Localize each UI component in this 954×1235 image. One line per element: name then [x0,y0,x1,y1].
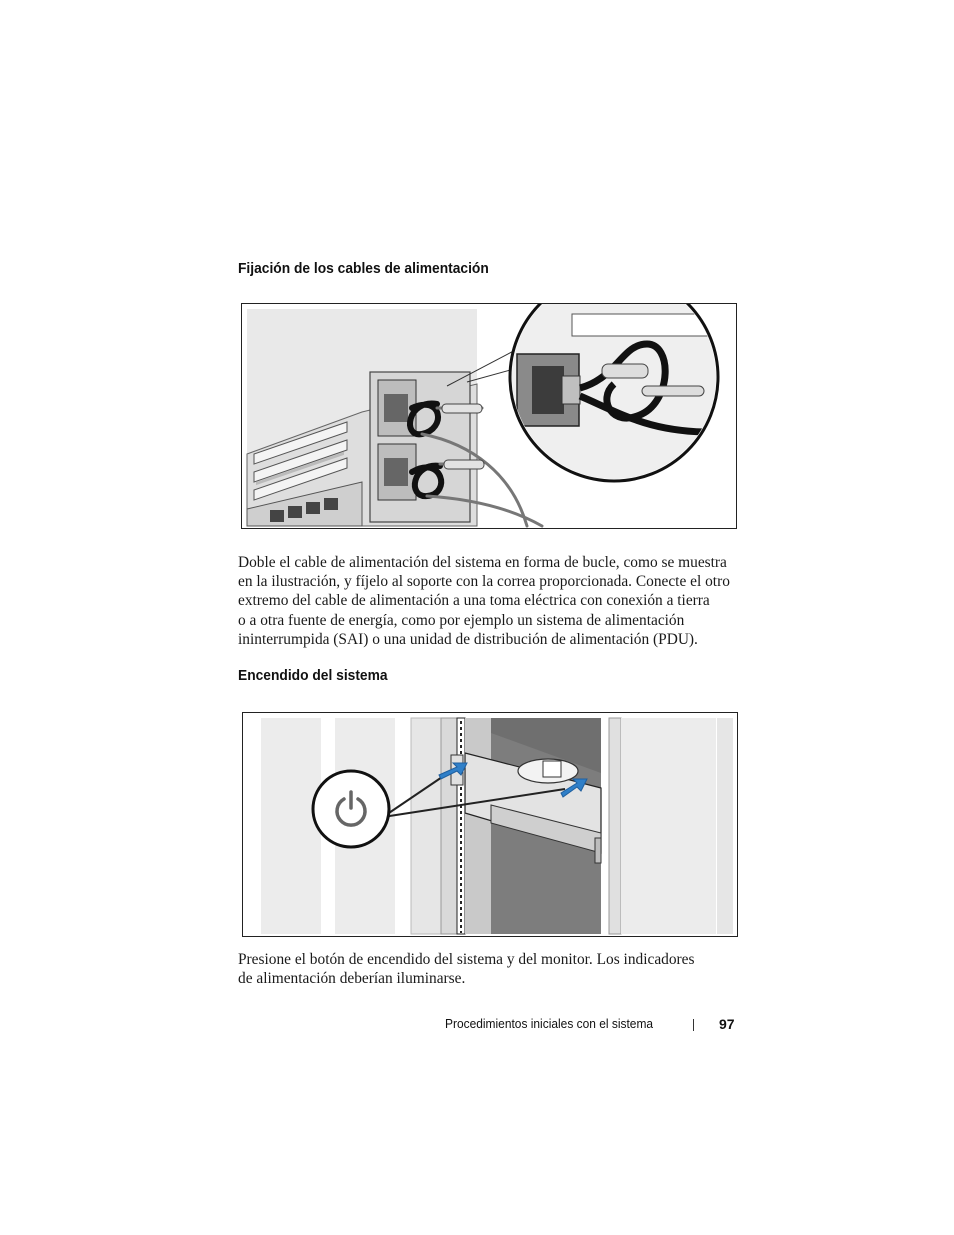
power-icon [331,789,371,829]
paragraph-power-cables [238,553,738,649]
text-line: ininterrumpida (SAI) o una unidad de distribución de alimentación (PDU). [238,630,698,648]
figure-power-cable-retention [241,303,737,529]
footer-page-number: 97 [719,1016,735,1032]
footer-separator [693,1019,694,1031]
footer-chapter-title: Procedimientos iniciales con el sistema [445,1016,654,1031]
illustration-rack-power-buttons [243,713,737,936]
text-line: extremo del cable de alimentación a una toma eléctrica con conexión a tierra [238,592,710,610]
text-line: Presione el botón de encendido del sistema y del monitor. Los indicadores [238,951,695,968]
figure-power-on-system [242,712,738,937]
paragraph-power-on [238,950,738,988]
text-line: Doble el cable de alimentación del sistema en forma de bucle, como se muestra [238,554,727,571]
text-line: de alimentación deberían iluminarse. [238,970,466,988]
section-heading-power-on: Encendido del sistema [238,667,388,684]
illustration-server-rear-power-cables [242,304,736,528]
text-line: en la ilustración, y fíjelo al soporte con la correa proporcionada. Conecte el otro [238,573,730,591]
section-heading-power-cables: Fijación de los cables de alimentación [238,260,489,277]
text-line: o a otra fuente de energía, como por ejemplo un sistema de alimentación [238,611,685,629]
